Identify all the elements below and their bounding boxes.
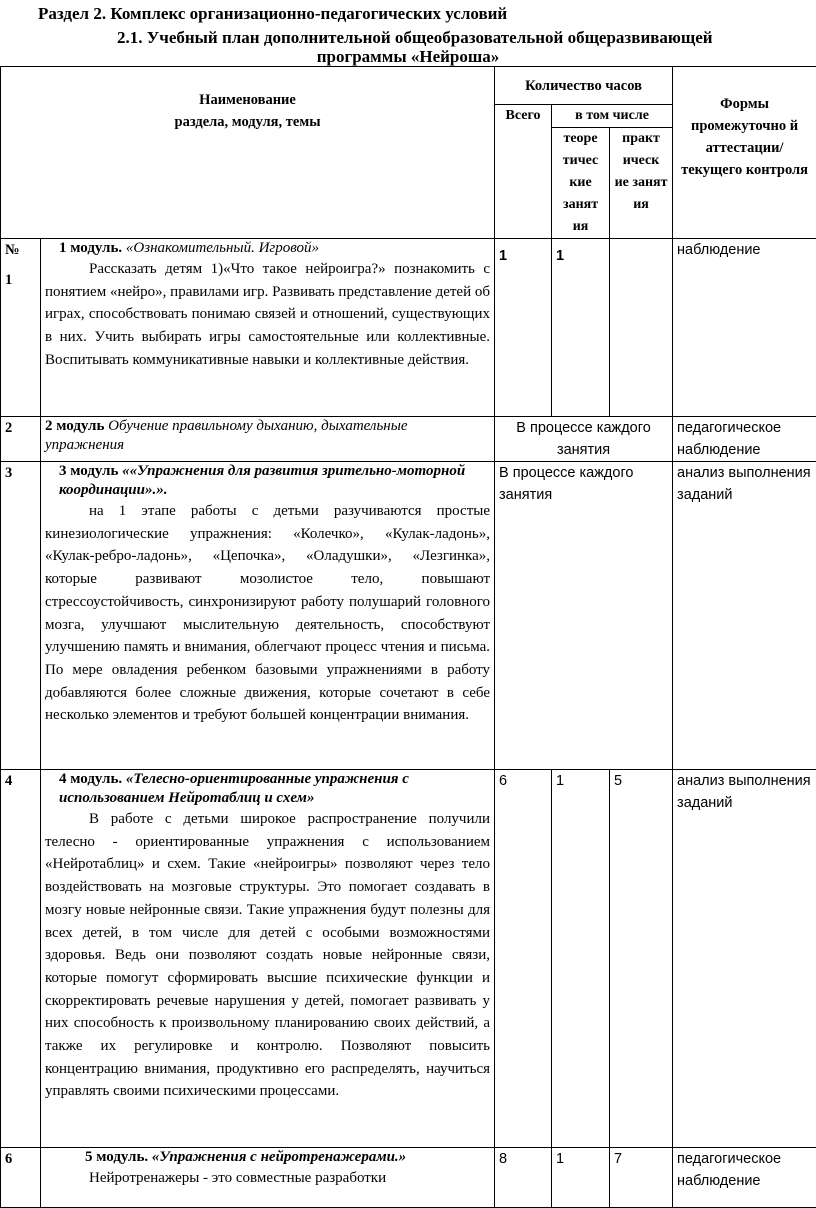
control-form: анализ выполнения заданий <box>673 770 816 1148</box>
row-number: 6 <box>1 1148 41 1208</box>
theory-hours: 1 <box>552 1148 610 1208</box>
header-hours: Количество часов <box>495 67 673 105</box>
practice-hours: 5 <box>610 770 673 1148</box>
hours-merged: В процессе каждого занятия <box>495 417 673 462</box>
row-number: 3 <box>1 462 41 770</box>
table-row <box>1 770 816 1148</box>
header-theory: теоре тичес кие занят ия <box>552 128 610 239</box>
header-including: в том числе <box>552 105 673 128</box>
total-hours: 6 <box>495 770 552 1148</box>
control-form: наблюдение <box>673 239 816 417</box>
total-hours: 8 <box>495 1148 552 1208</box>
hours-merged: В процессе каждого занятия <box>495 462 673 770</box>
section-heading: Раздел 2. Комплекс организационно-педагогических условий <box>38 4 507 24</box>
theory-hours: 1 <box>552 770 610 1148</box>
module-description: Рассказать детям 1)«Что такое нейроигра?» познакомить с понятием «нейро», правилами игр. Развивать представление детей об играх, способствовать понимаю связей и отношений, существующих в них. Учить выбирать игры самостоятельные или коллективные. Воспитывать коммуникативные навыки и коллективные действия. <box>45 258 490 372</box>
module-title: 3 модуль ««Упражнения для развития зрительно-моторной координации».». <box>45 462 490 500</box>
control-form: педагогическое наблюдение <box>673 1148 816 1208</box>
module-title: 4 модуль. «Телесно-ориентированные упражнения с использованием Нейротаблиц и схем» <box>45 770 490 808</box>
table-row <box>1 417 816 462</box>
table-row <box>1 1148 816 1208</box>
row-content <box>41 462 495 770</box>
header-practice: практ ическ ие занят ия <box>610 128 673 239</box>
control-form: анализ выполнения заданий <box>673 462 816 770</box>
module-title: 2 модуль Обучение правильному дыханию, дыхательные упражнения <box>45 417 490 455</box>
header-total: Всего <box>495 105 552 239</box>
row-number-symbol: № <box>5 239 36 261</box>
header-name-line1: Наименование <box>5 89 490 111</box>
total-hours: 1 <box>495 239 552 417</box>
row-number-value: 1 <box>5 269 36 291</box>
module-title: 1 модуль. «Ознакомительный. Игровой» <box>45 239 490 258</box>
header-name-line2: раздела, модуля, темы <box>5 111 490 133</box>
header-forms: Формы промежуточно й аттестации/ текущего контроля <box>673 67 816 239</box>
control-form: педагогическое наблюдение <box>673 417 816 462</box>
subsection-heading-line1: 2.1. Учебный план дополнительной общеобразовательной общеразвивающей <box>117 28 713 48</box>
module-title: 5 модуль. «Упражнения с нейротренажерами.» <box>45 1148 490 1167</box>
table-header-row <box>1 67 816 105</box>
row-content <box>41 770 495 1148</box>
table-row <box>1 462 816 770</box>
module-description: В работе с детьми широкое распространение получили телесно - ориентированные упражнения с использованием «Нейротаблиц» и схем. Такие «нейроигры» позволяют через тело воздействовать на мозговые структуры. Это помогает создавать в мозгу новые нейронные связи. Такие упражнения будут полезны для всех детей, в том числе для детей с особыми возможностями здоровья. Ведь они позволяют создать новые нейронные связи, которые помогут сформировать высшие психические функции и скорректировать речевые нарушения у детей, помогает развивать у них способность к произвольному планированию своих действий, а также их регулировке и контролю. Позволяют повысить концентрацию внимания, продуктивно его распределять, научиться управлять своими психическими процессами. <box>45 808 490 1103</box>
module-description: на 1 этапе работы с детьми разучиваются простые кинезиологические упражнения: «Колечко», «Кулак-ладонь», «Кулак-ребро-ладонь», «Цепочка», «Оладушки», «Лезгинка», которые развивают мозолистое тело, повышают стрессоустойчивость, синхронизируют работу полушарий головного мозга, улучшают мыслительную деятельность, способствуют улучшению память и внимания, облегчают процесс чтения и письма. По мере овладения ребенком базовыми упражнениями в работу добавляются более сложные движения, которые сочетают в себе несколько элементов и требуют большей концентрации внимания. <box>45 500 490 727</box>
header-name <box>1 67 495 239</box>
theory-hours: 1 <box>552 239 610 417</box>
practice-hours: 7 <box>610 1148 673 1208</box>
practice-hours <box>610 239 673 417</box>
row-number <box>1 239 41 417</box>
row-content <box>41 239 495 417</box>
module-description: Нейротренажеры - это совместные разработки <box>45 1167 490 1190</box>
row-number: 4 <box>1 770 41 1148</box>
curriculum-table <box>0 66 816 1208</box>
row-number: 2 <box>1 417 41 462</box>
table-row <box>1 239 816 417</box>
subsection-heading-line2: программы «Нейроша» <box>0 47 816 67</box>
row-content <box>41 1148 495 1208</box>
row-content <box>41 417 495 462</box>
